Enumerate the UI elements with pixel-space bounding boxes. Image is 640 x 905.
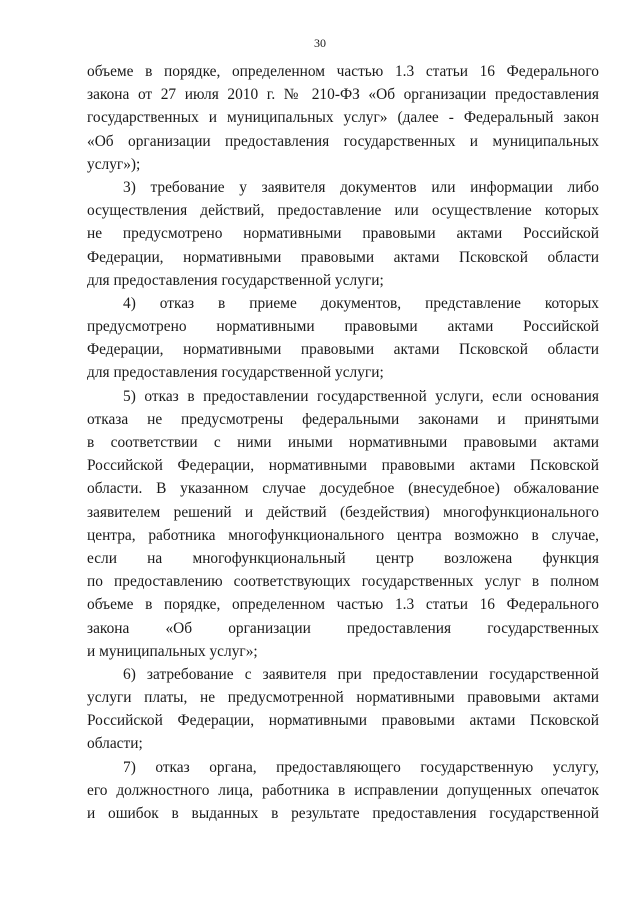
text-line: если на многофункциональный центр возложена функция <box>87 549 599 567</box>
text-line: для предоставления государственной услуги; <box>87 364 384 382</box>
text-line: осуществления действий, предоставление или осуществление которых <box>87 202 599 220</box>
paragraph-item-6 <box>87 663 599 756</box>
paragraph-item-4 <box>87 292 599 385</box>
page-number: 30 <box>314 36 326 50</box>
text-line: предусмотрено нормативными правовыми актами Российской <box>87 318 599 336</box>
text-line: не предусмотрено нормативными правовыми актами Российской <box>87 225 599 243</box>
text-line: Российской Федерации, нормативными правовыми актами Псковской <box>87 712 599 730</box>
text-line: для предоставления государственной услуги; <box>87 271 384 289</box>
paragraph-item-3 <box>87 176 599 292</box>
text-line: 6) затребование с заявителя при предоставлении государственной <box>123 665 599 683</box>
text-line: 3) требование у заявителя документов или информации либо <box>123 178 599 196</box>
text-line: по предоставлению соответствующих государственных услуг в полном <box>87 573 599 591</box>
text-line: услуги платы, не предусмотренной нормативными правовыми актами <box>87 689 599 707</box>
paragraph-item-5 <box>87 385 599 663</box>
text-line: Федерации, нормативными правовыми актами Псковской области <box>87 341 599 359</box>
text-line: закона «Об организации предоставления государственных <box>87 619 599 637</box>
text-line: Российской Федерации, нормативными правовыми актами Псковской <box>87 457 599 475</box>
text-line: и муниципальных услуг»; <box>87 642 258 660</box>
text-line: 7) отказ органа, предоставляющего государственную услугу, <box>123 758 599 776</box>
text-line: 4) отказ в приеме документов, представление которых <box>123 294 599 312</box>
text-line: государственных и муниципальных услуг» (далее - Федеральный закон <box>87 109 599 127</box>
text-line: услуг»); <box>87 155 141 173</box>
text-line: области; <box>87 735 143 753</box>
text-line: Федерации, нормативными правовыми актами Псковской области <box>87 248 599 266</box>
text-line: области. В указанном случае досудебное (внесудебное) обжалование <box>87 480 599 498</box>
paragraph-continuation <box>87 60 599 176</box>
text-line: центра, работника многофункционального центра возможно в случае, <box>87 526 599 544</box>
text-line: в соответствии с ними иными нормативными правовыми актами <box>87 434 599 451</box>
text-line: объеме в порядке, определенном частью 1.3 статьи 16 Федерального <box>87 63 599 80</box>
paragraph-item-7 <box>87 756 599 826</box>
text-line: его должностного лица, работника в исправлении допущенных опечаток <box>87 781 599 799</box>
text-line: отказа не предусмотрены федеральными законами и принятыми <box>87 410 599 428</box>
text-line: объеме в порядке, определенном частью 1.3 статьи 16 Федерального <box>87 596 599 614</box>
text-line: 5) отказ в предоставлении государственной услуги, если основания <box>123 387 599 405</box>
text-line: и ошибок в выданных в результате предоставления государственной <box>87 805 599 822</box>
document-text <box>87 60 599 825</box>
text-line: «Об организации предоставления государственных и муниципальных <box>87 132 599 150</box>
text-line: заявителем решений и действий (бездействия) многофункционального <box>87 503 599 521</box>
text-line: закона от 27 июля 2010 г. № 210-ФЗ «Об организации предоставления <box>87 86 599 104</box>
